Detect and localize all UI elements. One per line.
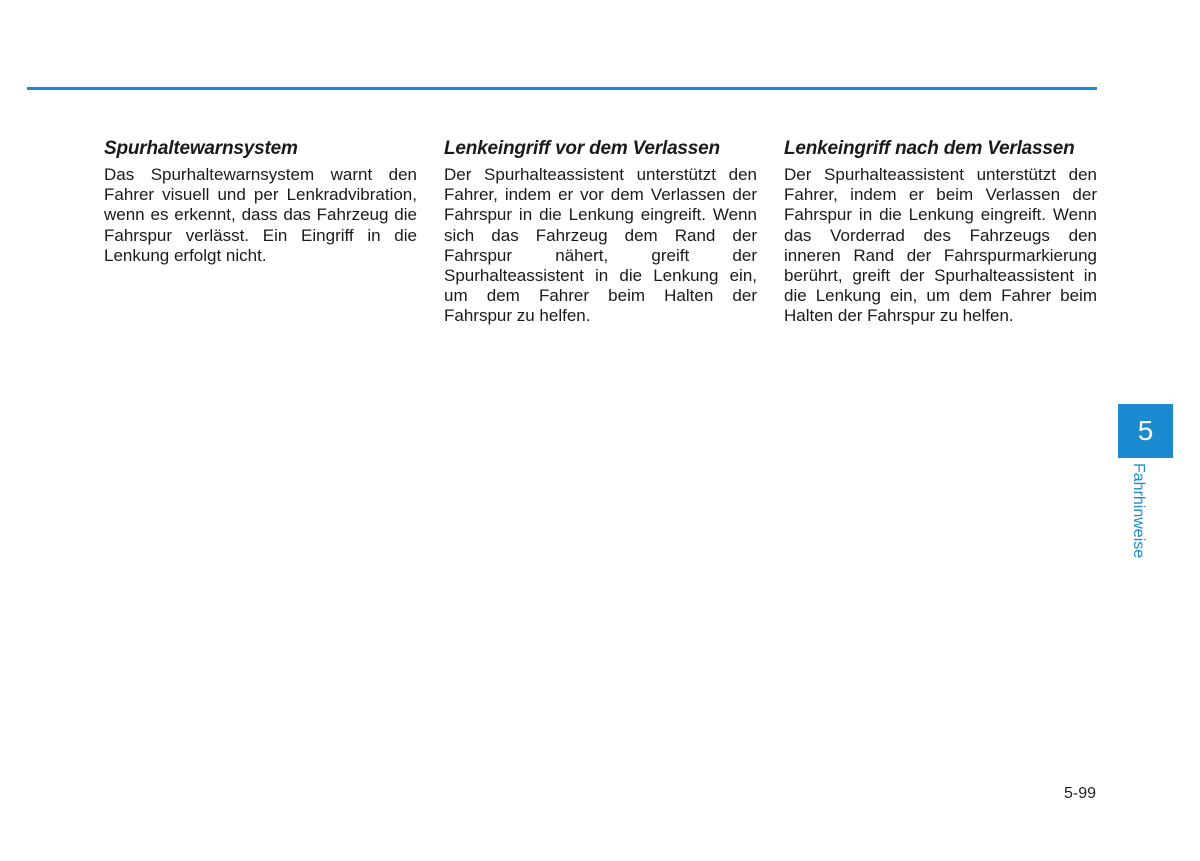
chapter-number-tab: 5	[1118, 404, 1173, 458]
section-heading: Lenkeingriff vor dem Verlassen	[444, 138, 720, 159]
section-lenkeingriff-nach	[784, 137, 1097, 327]
section-heading: Lenkeingriff nach dem Verlassen	[784, 138, 1075, 159]
chapter-title: Fahrhinweise	[1130, 463, 1147, 559]
section-body: Der Spurhalteassistent unterstützt den Fahrer, indem er beim Verlassen der Fahrspur in die Lenkung eingreift. Wenn das Vorderrad des Fahrzeugs den inneren Rand der Fahrspurmarkierung berührt, greift der Spurhalteassistent in die Lenkung ein, um dem Fahrer beim Halten der Fahrspur zu helfen.	[784, 165, 1097, 326]
section-heading: Spurhaltewarnsystem	[104, 138, 298, 159]
page-number: 5-99	[1063, 785, 1096, 802]
section-body: Das Spurhaltewarnsystem warnt den Fahrer visuell und per Lenkradvibration, wenn es erkennt, dass das Fahrzeug die Fahrspur verlässt. Ein Eingriff in die Lenkung erfolgt nicht.	[104, 165, 417, 265]
section-lenkeingriff-vor	[444, 137, 757, 327]
header-rule	[27, 87, 1097, 90]
section-spurhaltewarnsystem	[104, 137, 417, 266]
section-body: Der Spurhalteassistent unterstützt den Fahrer, indem er vor dem Verlassen der Fahrspur in die Lenkung eingreift. Wenn sich das Fahrzeug dem Rand der Fahrspur nähert, greift der Spurhalteassistent in die Lenkung ein, um dem Fahrer beim Halten der Fahrspur zu helfen.	[444, 165, 757, 326]
